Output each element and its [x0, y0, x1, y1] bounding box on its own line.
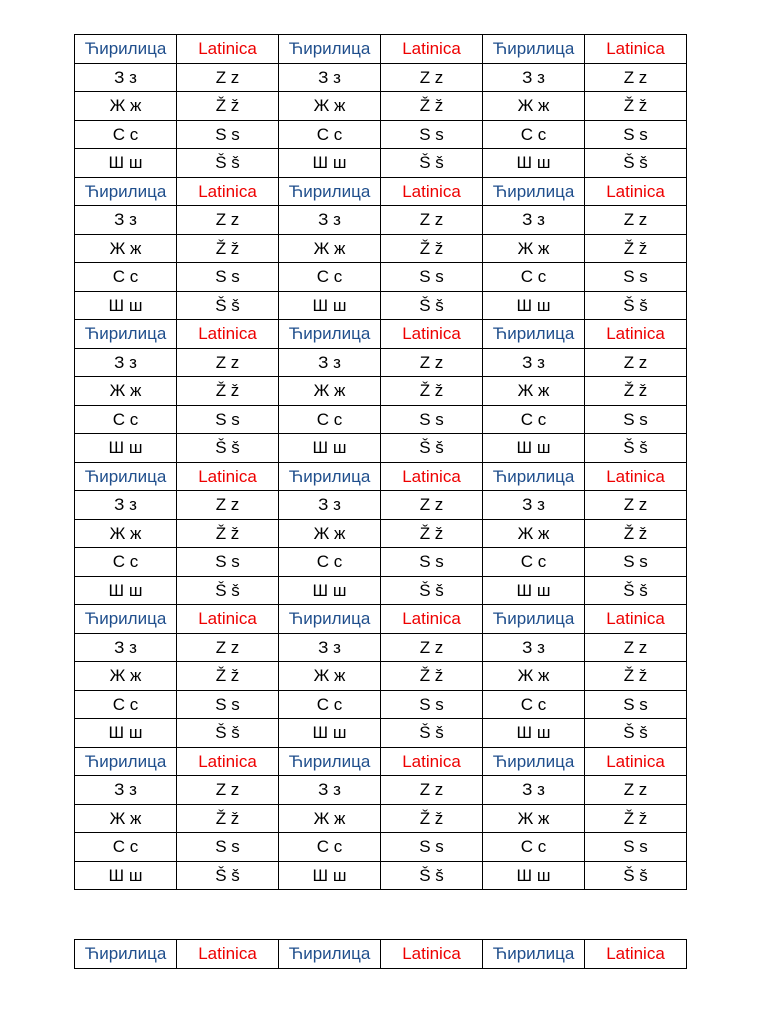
latin-letter-cell: Š š [585, 434, 687, 463]
latin-letter-cell: S s [381, 405, 483, 434]
cyrillic-letter-cell: Ш ш [483, 291, 585, 320]
cyrillic-letter-cell: З з [279, 491, 381, 520]
cyrillic-header-cell: Ћирилица [75, 35, 177, 64]
header-row [75, 605, 687, 634]
letter-row [75, 377, 687, 406]
latin-letter-cell: Š š [381, 149, 483, 178]
latin-letter-cell: Ž ž [381, 662, 483, 691]
cyrillic-letter-cell: С с [483, 690, 585, 719]
cyrillic-letter-cell: З з [483, 776, 585, 805]
latin-letter-cell: Š š [585, 576, 687, 605]
latin-letter-cell: Ž ž [177, 804, 279, 833]
cyrillic-header-cell: Ћирилица [279, 320, 381, 349]
cyrillic-header-cell: Ћирилица [75, 747, 177, 776]
cyrillic-header-cell: Ћирилица [279, 35, 381, 64]
latin-letter-cell: Z z [177, 633, 279, 662]
cyrillic-letter-cell: Ж ж [75, 804, 177, 833]
latin-header-cell: Latinica [381, 320, 483, 349]
cyrillic-letter-cell: З з [483, 206, 585, 235]
latin-letter-cell: Š š [177, 434, 279, 463]
cyrillic-letter-cell: Ш ш [279, 861, 381, 890]
letter-row [75, 804, 687, 833]
cyrillic-letter-cell: З з [279, 633, 381, 662]
header-row [75, 747, 687, 776]
cyrillic-header-cell: Ћирилица [483, 177, 585, 206]
letter-row [75, 576, 687, 605]
letter-chart-table [74, 34, 687, 890]
cyrillic-letter-cell: Ж ж [75, 519, 177, 548]
latin-header-cell: Latinica [177, 940, 279, 969]
latin-letter-cell: S s [177, 548, 279, 577]
latin-header-cell: Latinica [585, 462, 687, 491]
cyrillic-letter-cell: Ш ш [75, 861, 177, 890]
letter-row [75, 92, 687, 121]
letter-row [75, 861, 687, 890]
letter-row [75, 833, 687, 862]
latin-letter-cell: Š š [585, 861, 687, 890]
cyrillic-letter-cell: Ш ш [279, 434, 381, 463]
latin-header-cell: Latinica [585, 35, 687, 64]
cyrillic-letter-cell: Ж ж [483, 377, 585, 406]
latin-letter-cell: Ž ž [585, 519, 687, 548]
latin-letter-cell: Ž ž [381, 519, 483, 548]
letter-row [75, 491, 687, 520]
latin-letter-cell: Ž ž [177, 662, 279, 691]
letter-row [75, 405, 687, 434]
cyrillic-letter-cell: Ш ш [279, 719, 381, 748]
cyrillic-letter-cell: Ж ж [279, 804, 381, 833]
cyrillic-header-cell: Ћирилица [483, 35, 585, 64]
latin-letter-cell: S s [381, 263, 483, 292]
cyrillic-header-cell: Ћирилица [279, 605, 381, 634]
cyrillic-letter-cell: З з [483, 63, 585, 92]
cyrillic-header-cell: Ћирилица [483, 462, 585, 491]
latin-letter-cell: Ž ž [381, 377, 483, 406]
cyrillic-letter-cell: С с [75, 263, 177, 292]
letter-row [75, 149, 687, 178]
letter-row [75, 348, 687, 377]
cyrillic-header-cell: Ћирилица [483, 747, 585, 776]
latin-letter-cell: S s [585, 120, 687, 149]
cyrillic-letter-cell: Ж ж [75, 234, 177, 263]
letter-row [75, 690, 687, 719]
latin-letter-cell: S s [177, 690, 279, 719]
cyrillic-letter-cell: Ш ш [75, 434, 177, 463]
header-row [75, 462, 687, 491]
letter-row [75, 548, 687, 577]
letter-row [75, 263, 687, 292]
letter-row [75, 63, 687, 92]
letter-row [75, 120, 687, 149]
cyrillic-letter-cell: С с [75, 690, 177, 719]
cyrillic-letter-cell: З з [483, 491, 585, 520]
letter-row [75, 234, 687, 263]
latin-letter-cell: S s [177, 405, 279, 434]
latin-header-cell: Latinica [585, 747, 687, 776]
cyrillic-letter-cell: Ж ж [483, 804, 585, 833]
cyrillic-letter-cell: З з [483, 348, 585, 377]
latin-letter-cell: S s [585, 405, 687, 434]
cyrillic-letter-cell: Ш ш [75, 291, 177, 320]
latin-header-cell: Latinica [585, 940, 687, 969]
latin-header-cell: Latinica [177, 605, 279, 634]
latin-letter-cell: Š š [177, 576, 279, 605]
latin-letter-cell: Š š [381, 434, 483, 463]
latin-header-cell: Latinica [381, 177, 483, 206]
cyrillic-letter-cell: З з [279, 776, 381, 805]
latin-header-cell: Latinica [177, 747, 279, 776]
cyrillic-letter-cell: Ж ж [483, 662, 585, 691]
latin-letter-cell: Z z [585, 206, 687, 235]
cyrillic-header-cell: Ћирилица [279, 177, 381, 206]
cyrillic-letter-cell: С с [483, 405, 585, 434]
cyrillic-letter-cell: Ж ж [483, 519, 585, 548]
header-row [75, 940, 687, 969]
cyrillic-header-cell: Ћирилица [75, 940, 177, 969]
latin-letter-cell: Z z [585, 776, 687, 805]
cyrillic-header-cell: Ћирилица [75, 177, 177, 206]
latin-letter-cell: S s [381, 833, 483, 862]
latin-letter-cell: S s [585, 690, 687, 719]
latin-letter-cell: Z z [585, 348, 687, 377]
latin-header-cell: Latinica [585, 320, 687, 349]
cyrillic-letter-cell: Ж ж [75, 92, 177, 121]
cyrillic-letter-cell: С с [279, 405, 381, 434]
letter-row [75, 291, 687, 320]
latin-letter-cell: Š š [381, 719, 483, 748]
cyrillic-letter-cell: Ш ш [279, 291, 381, 320]
latin-letter-cell: Š š [585, 291, 687, 320]
cyrillic-letter-cell: Ш ш [75, 576, 177, 605]
latin-letter-cell: Ž ž [585, 662, 687, 691]
letter-row [75, 776, 687, 805]
letter-row [75, 633, 687, 662]
latin-header-cell: Latinica [381, 940, 483, 969]
latin-letter-cell: S s [177, 263, 279, 292]
cyrillic-letter-cell: С с [279, 833, 381, 862]
cyrillic-letter-cell: Ш ш [483, 719, 585, 748]
latin-letter-cell: Z z [177, 63, 279, 92]
cyrillic-letter-cell: С с [279, 263, 381, 292]
latin-letter-cell: Z z [381, 63, 483, 92]
cyrillic-letter-cell: Ш ш [279, 576, 381, 605]
cyrillic-letter-cell: Ш ш [483, 576, 585, 605]
latin-letter-cell: Z z [177, 491, 279, 520]
latin-header-cell: Latinica [585, 177, 687, 206]
cyrillic-letter-cell: Ж ж [279, 377, 381, 406]
cyrillic-letter-cell: Ш ш [279, 149, 381, 178]
latin-letter-cell: S s [381, 548, 483, 577]
latin-letter-cell: Z z [177, 776, 279, 805]
latin-header-cell: Latinica [381, 747, 483, 776]
letter-row [75, 662, 687, 691]
latin-header-cell: Latinica [381, 35, 483, 64]
cyrillic-letter-cell: З з [75, 348, 177, 377]
latin-letter-cell: Š š [177, 149, 279, 178]
cyrillic-letter-cell: Ж ж [279, 92, 381, 121]
letter-row [75, 519, 687, 548]
cyrillic-letter-cell: Ж ж [483, 92, 585, 121]
latin-header-cell: Latinica [381, 462, 483, 491]
latin-letter-cell: Ž ž [585, 804, 687, 833]
latin-letter-cell: Z z [177, 348, 279, 377]
cyrillic-header-cell: Ћирилица [483, 940, 585, 969]
cyrillic-letter-cell: Ж ж [279, 662, 381, 691]
cyrillic-letter-cell: Ш ш [483, 861, 585, 890]
cyrillic-header-cell: Ћирилица [279, 462, 381, 491]
cyrillic-header-cell: Ћирилица [279, 747, 381, 776]
latin-letter-cell: S s [177, 120, 279, 149]
latin-letter-cell: Š š [585, 719, 687, 748]
cyrillic-letter-cell: С с [75, 405, 177, 434]
latin-letter-cell: Ž ž [177, 234, 279, 263]
cyrillic-letter-cell: С с [75, 548, 177, 577]
latin-letter-cell: Ž ž [381, 234, 483, 263]
cyrillic-letter-cell: З з [75, 63, 177, 92]
cyrillic-letter-cell: З з [75, 491, 177, 520]
latin-header-cell: Latinica [177, 35, 279, 64]
letter-row [75, 206, 687, 235]
cyrillic-letter-cell: С с [279, 690, 381, 719]
cyrillic-letter-cell: С с [279, 548, 381, 577]
cyrillic-header-cell: Ћирилица [279, 940, 381, 969]
latin-letter-cell: Z z [381, 206, 483, 235]
cyrillic-letter-cell: Ж ж [75, 377, 177, 406]
latin-letter-cell: S s [585, 548, 687, 577]
cyrillic-letter-cell: С с [483, 120, 585, 149]
latin-header-cell: Latinica [177, 177, 279, 206]
latin-header-cell: Latinica [585, 605, 687, 634]
latin-letter-cell: Z z [381, 776, 483, 805]
cyrillic-header-cell: Ћирилица [483, 320, 585, 349]
header-row [75, 320, 687, 349]
letter-row [75, 434, 687, 463]
latin-letter-cell: Ž ž [585, 377, 687, 406]
latin-letter-cell: Š š [177, 719, 279, 748]
cyrillic-letter-cell: С с [75, 833, 177, 862]
cyrillic-letter-cell: З з [279, 206, 381, 235]
letter-row [75, 719, 687, 748]
latin-header-cell: Latinica [381, 605, 483, 634]
cyrillic-letter-cell: Ж ж [279, 519, 381, 548]
cyrillic-letter-cell: З з [279, 63, 381, 92]
cyrillic-letter-cell: С с [483, 548, 585, 577]
latin-letter-cell: Š š [381, 576, 483, 605]
latin-letter-cell: Š š [177, 291, 279, 320]
latin-letter-cell: S s [585, 263, 687, 292]
latin-letter-cell: Ž ž [585, 92, 687, 121]
latin-letter-cell: Z z [381, 633, 483, 662]
cyrillic-letter-cell: С с [279, 120, 381, 149]
latin-letter-cell: Š š [381, 861, 483, 890]
cyrillic-letter-cell: С с [75, 120, 177, 149]
latin-letter-cell: S s [177, 833, 279, 862]
cyrillic-letter-cell: С с [483, 263, 585, 292]
cyrillic-letter-cell: Ш ш [75, 719, 177, 748]
header-row [75, 177, 687, 206]
latin-letter-cell: Ž ž [381, 804, 483, 833]
latin-letter-cell: Z z [585, 491, 687, 520]
latin-letter-cell: Ž ž [177, 377, 279, 406]
latin-letter-cell: Z z [381, 491, 483, 520]
latin-letter-cell: Ž ž [585, 234, 687, 263]
cyrillic-header-cell: Ћирилица [483, 605, 585, 634]
cyrillic-header-cell: Ћирилица [75, 462, 177, 491]
latin-letter-cell: Z z [585, 63, 687, 92]
latin-letter-cell: S s [585, 833, 687, 862]
latin-letter-cell: Ž ž [177, 519, 279, 548]
latin-letter-cell: Š š [585, 149, 687, 178]
latin-letter-cell: Z z [381, 348, 483, 377]
latin-letter-cell: Z z [177, 206, 279, 235]
latin-letter-cell: Š š [381, 291, 483, 320]
cyrillic-letter-cell: З з [75, 776, 177, 805]
header-row [75, 35, 687, 64]
cyrillic-letter-cell: З з [483, 633, 585, 662]
cyrillic-header-cell: Ћирилица [75, 320, 177, 349]
cyrillic-letter-cell: З з [75, 206, 177, 235]
latin-letter-cell: Ž ž [381, 92, 483, 121]
cyrillic-header-cell: Ћирилица [75, 605, 177, 634]
cyrillic-letter-cell: Ш ш [75, 149, 177, 178]
cyrillic-letter-cell: Ж ж [279, 234, 381, 263]
cyrillic-letter-cell: Ж ж [75, 662, 177, 691]
latin-header-cell: Latinica [177, 320, 279, 349]
latin-letter-cell: Ž ž [177, 92, 279, 121]
cyrillic-letter-cell: З з [75, 633, 177, 662]
latin-letter-cell: S s [381, 120, 483, 149]
latin-letter-cell: S s [381, 690, 483, 719]
header-strip-table [74, 939, 687, 969]
cyrillic-letter-cell: Ш ш [483, 149, 585, 178]
cyrillic-letter-cell: З з [279, 348, 381, 377]
latin-letter-cell: Š š [177, 861, 279, 890]
latin-letter-cell: Z z [585, 633, 687, 662]
cyrillic-letter-cell: С с [483, 833, 585, 862]
cyrillic-letter-cell: Ш ш [483, 434, 585, 463]
latin-header-cell: Latinica [177, 462, 279, 491]
cyrillic-letter-cell: Ж ж [483, 234, 585, 263]
